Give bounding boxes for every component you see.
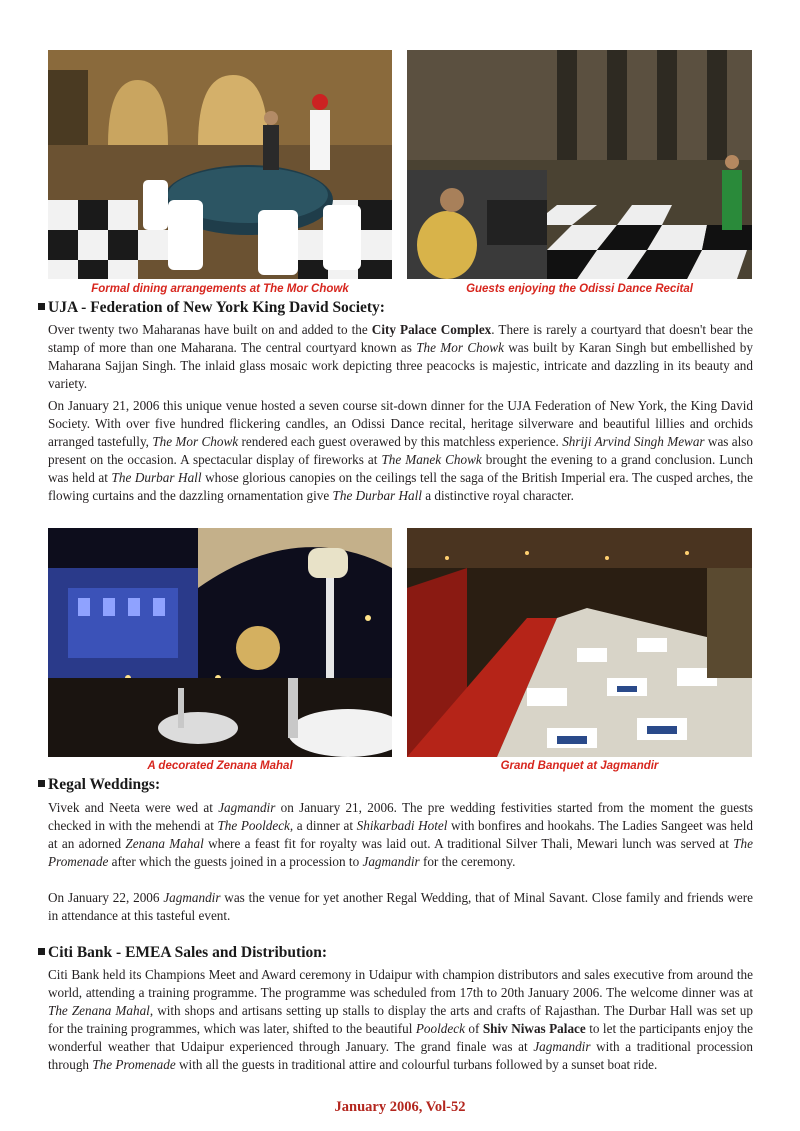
photo-caption-jagmandir: Grand Banquet at Jagmandir	[500, 760, 659, 772]
bullet-icon	[38, 948, 45, 955]
photo-odissi-dance	[407, 50, 752, 279]
bullet-icon	[38, 780, 45, 787]
paragraph-weddings-2: On January 22, 2006 Jagmandir was the venue for yet another Regal Wedding, that of Minal Savant. Close family and friends were in attendance at this tasteful event.	[48, 890, 753, 924]
section-heading-citi: Citi Bank - EMEA Sales and Distribution:	[38, 944, 327, 962]
page-footer: January 2006, Vol-52	[334, 1099, 466, 1115]
paragraph-weddings-1: Vivek and Neeta were wed at Jagmandir on January 21, 2006. The pre wedding festivities started from the moment the guests checked in with the mehendi at The Pooldeck, a dinner at Shikarbadi Hotel with bonfires and hookahs. The Ladies Sangeet was held at an adorned Zenana Mahal where a feast fit for royalty was laid out. A traditional Silver Thali, Mewari lunch was served at The Promenade after which the guests joined in a procession to Jagmandir for the ceremony.	[48, 800, 754, 870]
section-heading-weddings: Regal Weddings:	[38, 776, 160, 794]
paragraph-uja-2: On January 21, 2006 this unique venue hosted a seven course sit-down dinner for the UJA Federation of New York, the King David Society. With over five hundred flickering candles, an Odissi Dance recital, heritage silverware and beautiful lillies and orchids arranged tastefully, The Mor Chowk rendered each guest overawed by this matchless experience. Shriji Arvind Singh Mewar was also present on the occasion. A spectacular display of fireworks at The Manek Chowk brought the evening to a grand conclusion. Lunch was held at The Durbar Hall whose glorious canopies on the ceilings tell the saga of the British Imperial era. The cusped arches, the flowing curtains and the dazzling ornamentation give The Durbar Hall a distinctive royal character.	[48, 398, 754, 504]
photo-caption-odissi: Guests enjoying the Odissi Dance Recital	[466, 283, 693, 295]
photo-caption-zenana: A decorated Zenana Mahal	[147, 760, 293, 772]
bullet-icon	[38, 303, 45, 310]
section-heading-uja: UJA - Federation of New York King David Society:	[38, 299, 385, 317]
photo-zenana-mahal	[48, 528, 392, 757]
paragraph-citi-1: Citi Bank held its Champions Meet and Award ceremony in Udaipur with champion distributors and sales executive from around the world, attending a training programme. The programme was scheduled from 17th to 20th January 2006. The welcome dinner was at The Zenana Mahal, with shops and artisans setting up stalls to display the arts and crafts of Rajasthan. The Durbar Hall was set up for the training programmes, which was later, shifted to the beautiful Pooldeck of Shiv Niwas Palace to let the participants enjoy the wonderful weather that Udaipur experienced through January. The grand finale was at Jagmandir with a traditional procession through The Promenade with all the guests in traditional attire and colourful turbans followed by a sunset boat ride.	[48, 967, 753, 1073]
paragraph-uja-1: Over twenty two Maharanas have built on and added to the City Palace Complex. There is rarely a courtyard that doesn't bear the stamp of more than one Maharana. The central courtyard known as The Mor Chowk was built by Karan Singh but embellished by Maharana Sajjan Singh. The inlaid glass mosaic work depicting three peacocks is majestic, intricate and dazzling in its beauty and variety.	[48, 322, 754, 392]
photo-caption-mor-chowk: Formal dining arrangements at The Mor Chowk	[91, 283, 349, 295]
photo-jagmandir-banquet	[407, 528, 752, 757]
photo-mor-chowk-dining	[48, 50, 392, 279]
